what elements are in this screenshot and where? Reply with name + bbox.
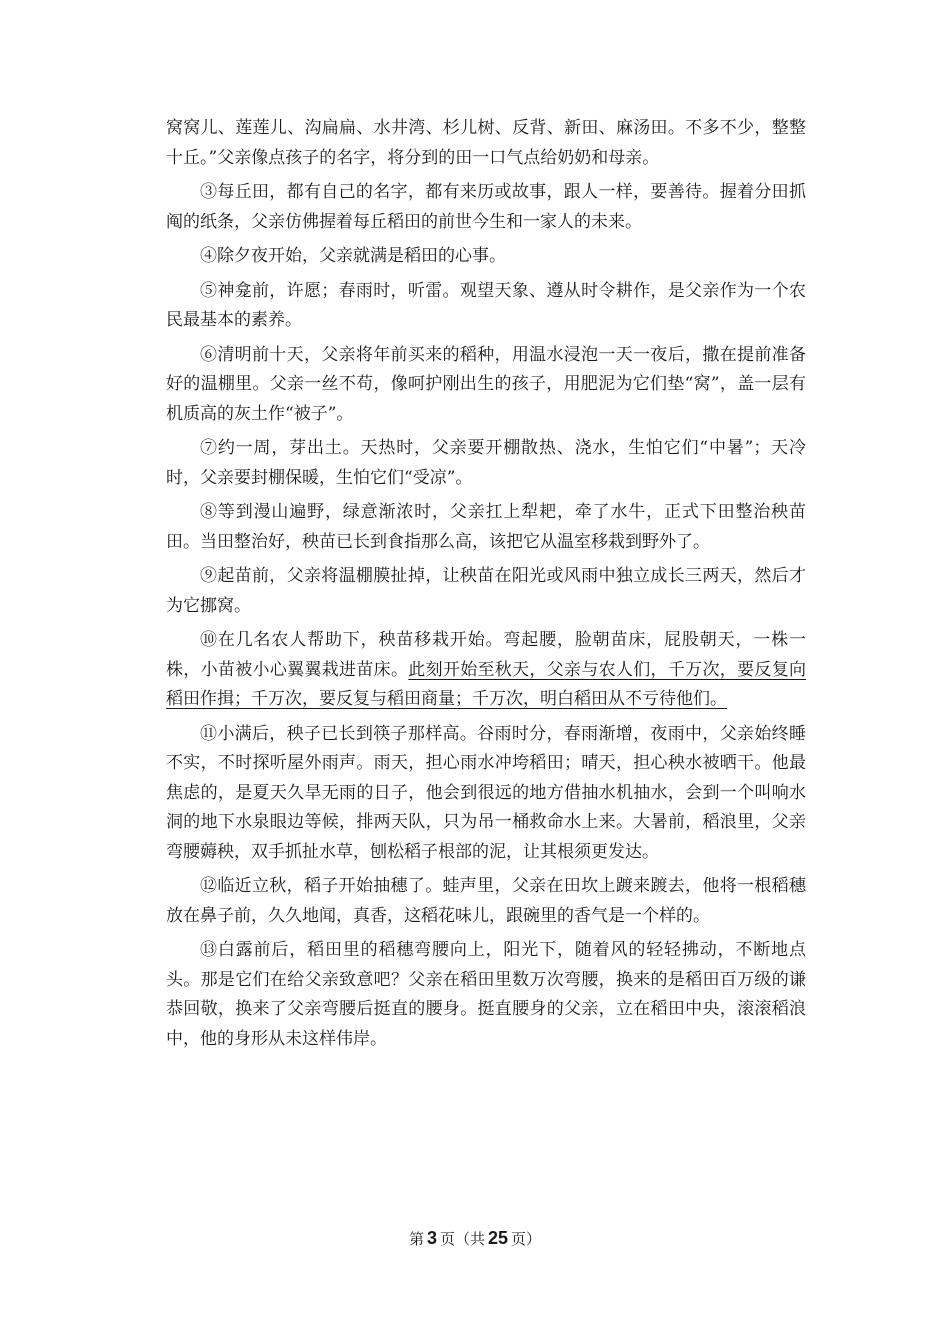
paragraph-12: ⑫临近立秋，稻子开始抽穗了。蛙声里，父亲在田坎上踱来踱去，他将一根稻穗放在鼻子前，久久地闻，真香，这稻花味儿，跟碗里的香气是一个样的。 [166, 876, 806, 926]
paragraph-10 [166, 626, 806, 715]
paragraph-5: ⑤神龛前，许愿；春雨时，听雷。观望天象、遵从时令耕作，是父亲作为一个农民最基本的素养。 [166, 280, 806, 330]
footer-middle: 页（共 [439, 1230, 485, 1248]
footer-suffix: 页） [511, 1230, 542, 1248]
paragraph-3: ③每丘田，都有自己的名字，都有来历或故事，跟人一样，要善待。握着分田抓阄的纸条，父亲仿佛握着每丘稻田的前世今生和一家人的未来。 [166, 182, 806, 232]
footer-total-pages: 25 [488, 1228, 509, 1248]
paragraph-13: ⑬白露前后，稻田里的稻穗弯腰向上，阳光下，随着风的轻轻拂动，不断地点头。那是它们在给父亲致意吧？父亲在稻田里数万次弯腰，换来的是稻田百万级的谦恭回敬，换来了父亲弯腰后挺直的腰身。挺直腰身的父亲，立在稻田中央，滚滚稻浪中，他的身形从未这样伟岸。 [166, 940, 806, 1049]
paragraph-8: ⑧等到漫山遍野，绿意渐浓时，父亲扛上犁耙，牵了水牛，正式下田整治秧苗田。当田整治好，秧苗已长到食指那么高，该把它从温室移栽到野外了。 [166, 502, 806, 552]
footer-page-number: 3 [426, 1228, 437, 1248]
paragraph-10-text: ⑩在几名农人帮助下，秧苗移栽开始。弯起腰，脸朝苗床，屁股朝天，一株一株，小苗被小心翼翼栽进苗床。 [166, 630, 806, 680]
page-footer [0, 1228, 950, 1249]
paragraph-4: ④除夕夜开始，父亲就满是稻田的心事。 [200, 246, 506, 266]
article-body [166, 114, 806, 1059]
paragraph-9: ⑨起苗前，父亲将温棚膜扯掉，让秧苗在阳光或风雨中独立成长三两天，然后才为它挪窝。 [166, 566, 806, 616]
underlined-sentence: 此刻开始至秋天，父亲与农人们，千万次，要反复向稻田作揖；千万次，要反复与稻田商量；千万次，明白稻田从不亏待他们。 [166, 659, 807, 709]
footer-prefix: 第 [408, 1230, 424, 1248]
paragraph-7: ⑦约一周，芽出土。天热时，父亲要开棚散热、浇水，生怕它们“中暑”；天冷时，父亲要封棚保暖，生怕它们“受凉”。 [166, 438, 806, 488]
paragraph-6: ⑥清明前十天，父亲将年前买来的稻种，用温水浸泡一天一夜后，撒在提前准备好的温棚里。父亲一丝不苟，像呵护刚出生的孩子，用肥泥为它们垫“窝”，盖一层有机质高的灰土作“被子”。 [166, 344, 806, 424]
paragraph-continued: 窝窝儿、莲莲儿、沟扁扁、水井湾、杉儿树、反背、新田、麻汤田。不多不少，整整十丘。”父亲像点孩子的名字，将分到的田一口气点给奶奶和母亲。 [166, 118, 806, 168]
paragraph-11: ⑪小满后，秧子已长到筷子那样高。谷雨时分，春雨渐增，夜雨中，父亲始终睡不实，不时探听屋外雨声。雨天，担心雨水冲垮稻田；晴天，担心秧水被晒干。他最焦虑的，是夏天久旱无雨的日子，他会到很远的地方借抽水机抽水，会到一个叫响水洞的地下水泉眼边等候，排两天队，只为吊一桶救命水上来。大暑前，稻浪里，父亲弯腰薅秧，双手抓扯水草，刨松稻子根部的泥，让其根须更发达。 [166, 723, 806, 862]
